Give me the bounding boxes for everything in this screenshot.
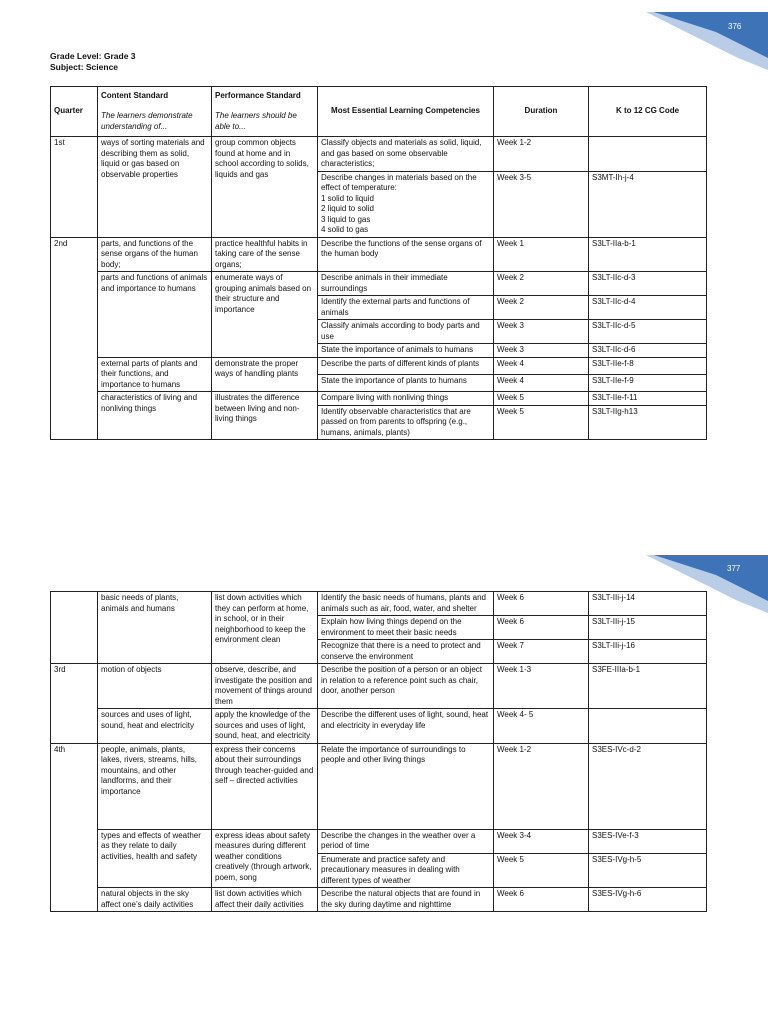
- performance-standard-cell: group common objects found at home and in school according to solids, liquids and gas: [212, 137, 318, 238]
- melc-cell: Enumerate and practice safety and precautionary measures in dealing with different types of weather: [318, 853, 494, 888]
- content-standard-cell: basic needs of plants, animals and humans: [98, 592, 212, 664]
- melc-cell: Identify observable characteristics that are passed on from parents to offspring (e.g., humans, animals, plants): [318, 405, 494, 440]
- code-cell: S3LT-IIa-b-1: [589, 237, 707, 272]
- melc-cell: Describe the natural objects that are found in the sky during daytime and nighttime: [318, 888, 494, 912]
- code-cell: [589, 709, 707, 744]
- performance-standard-cell: express ideas about safety measures during different weather conditions creatively (through artwork, poem, song: [212, 829, 318, 888]
- content-standard-cell: natural objects in the sky affect one’s daily activities: [98, 888, 212, 912]
- code-cell: S3LT-IIc-d-6: [589, 344, 707, 358]
- melc-cell: Describe the different uses of light, sound, heat and electricity in everyday life: [318, 709, 494, 744]
- performance-standard-cell: list down activities which affect their daily activities: [212, 888, 318, 912]
- code-cell: S3LT-IIe-f-11: [589, 392, 707, 406]
- duration-cell: Week 4- 5: [494, 709, 589, 744]
- header-quarter: Quarter: [51, 87, 98, 137]
- melc-cell: Describe the parts of different kinds of plants: [318, 357, 494, 374]
- code-cell: S3LT-IIc-d-4: [589, 296, 707, 320]
- code-cell: [589, 137, 707, 172]
- code-cell: S3LT-IIe-f-8: [589, 357, 707, 374]
- duration-cell: Week 6: [494, 616, 589, 640]
- content-standard-cell: ways of sorting materials and describing them as solid, liquid or gas based on observable properties: [98, 137, 212, 238]
- duration-cell: Week 2: [494, 296, 589, 320]
- melc-cell: Identify the external parts and functions of animals: [318, 296, 494, 320]
- code-cell: S3LT-IIe-f-9: [589, 374, 707, 391]
- code-cell: S3FE-IIIa-b-1: [589, 664, 707, 709]
- duration-cell: Week 1: [494, 237, 589, 272]
- duration-cell: Week 4: [494, 374, 589, 391]
- curriculum-table-page2: [50, 591, 707, 912]
- performance-standard-cell: demonstrate the proper ways of handling plants: [212, 357, 318, 392]
- code-cell: S3LT-IIc-d-3: [589, 272, 707, 296]
- duration-cell: Week 5: [494, 853, 589, 888]
- melc-cell: Relate the importance of surroundings to people and other living things: [318, 743, 494, 829]
- code-cell: S3ES-IVg-h-6: [589, 888, 707, 912]
- quarter-cell: 4th: [51, 743, 98, 912]
- duration-cell: Week 6: [494, 888, 589, 912]
- grade-level: Grade Level: Grade 3: [50, 51, 136, 61]
- quarter-cell: 3rd: [51, 664, 98, 744]
- code-cell: S3ES-IVc-d-2: [589, 743, 707, 829]
- melc-cell: Classify animals according to body parts and use: [318, 320, 494, 344]
- code-cell: S3MT-Ih-j-4: [589, 171, 707, 237]
- melc-cell: Recognize that there is a need to protect and conserve the environment: [318, 640, 494, 664]
- melc-cell: Compare living with nonliving things: [318, 392, 494, 406]
- code-cell: S3LT-IIi-j-14: [589, 592, 707, 616]
- content-standard-cell: motion of objects: [98, 664, 212, 709]
- curriculum-table-page1: [50, 86, 707, 440]
- code-cell: S3LT-IIc-d-5: [589, 320, 707, 344]
- header-melc: Most Essential Learning Competencies: [318, 87, 494, 137]
- header-content-standard: Content Standard The learners demonstrate understanding of...: [98, 87, 212, 137]
- performance-standard-cell: enumerate ways of grouping animals based on their structure and importance: [212, 272, 318, 358]
- page-corner-graphic: [646, 12, 768, 72]
- content-standard-cell: parts, and functions of the sense organs of the human body;: [98, 237, 212, 272]
- content-standard-cell: parts and functions of animals and importance to humans: [98, 272, 212, 358]
- melc-cell: Explain how living things depend on the environment to meet their basic needs: [318, 616, 494, 640]
- performance-standard-cell: illustrates the difference between living and non-living things: [212, 392, 318, 440]
- duration-cell: Week 3-5: [494, 171, 589, 237]
- melc-cell: Classify objects and materials as solid, liquid, and gas based on some observable characteristics;: [318, 137, 494, 172]
- duration-cell: Week 5: [494, 405, 589, 440]
- page-number: 376: [728, 22, 742, 31]
- duration-cell: Week 4: [494, 357, 589, 374]
- header-performance-standard: Performance Standard The learners should be able to...: [212, 87, 318, 137]
- melc-cell: Describe animals in their immediate surroundings: [318, 272, 494, 296]
- duration-cell: Week 2: [494, 272, 589, 296]
- melc-cell: Describe the position of a person or an object in relation to a reference point such as chair, door, another person: [318, 664, 494, 709]
- duration-cell: Week 3: [494, 320, 589, 344]
- duration-cell: Week 1-3: [494, 664, 589, 709]
- content-standard-cell: people, animals, plants, lakes, rivers, streams, hills, mountains, and other landforms, and their importance: [98, 743, 212, 829]
- melc-cell: Describe the functions of the sense organs of the human body: [318, 237, 494, 272]
- subject: Subject: Science: [50, 62, 119, 72]
- quarter-cell: 1st: [51, 137, 98, 238]
- page-number: 377: [727, 564, 741, 573]
- code-cell: S3LT-IIg-h13: [589, 405, 707, 440]
- content-standard-cell: types and effects of weather as they relate to daily activities, health and safety: [98, 829, 212, 888]
- content-standard-cell: characteristics of living and nonliving things: [98, 392, 212, 440]
- quarter-cell: 2nd: [51, 237, 98, 440]
- content-standard-cell: sources and uses of light, sound, heat and electricity: [98, 709, 212, 744]
- duration-cell: Week 3-4: [494, 829, 589, 853]
- melc-cell: State the importance of animals to humans: [318, 344, 494, 358]
- duration-cell: Week 5: [494, 392, 589, 406]
- duration-cell: Week 1-2: [494, 137, 589, 172]
- duration-cell: Week 7: [494, 640, 589, 664]
- header-code: K to 12 CG Code: [589, 87, 707, 137]
- melc-cell: Identify the basic needs of humans, plants and animals such as air, food, water, and shelter: [318, 592, 494, 616]
- content-standard-cell: external parts of plants and their functions, and importance to humans: [98, 357, 212, 392]
- duration-cell: Week 6: [494, 592, 589, 616]
- duration-cell: Week 3: [494, 344, 589, 358]
- performance-standard-cell: observe, describe, and investigate the position and movement of things around them: [212, 664, 318, 709]
- code-cell: S3LT-IIi-j-15: [589, 616, 707, 640]
- melc-cell: Describe the changes in the weather over a period of time: [318, 829, 494, 853]
- code-cell: S3ES-IVe-f-3: [589, 829, 707, 853]
- melc-cell: Describe changes in materials based on the effect of temperature: 1 solid to liquid 2 liquid to solid 3 liquid to gas 4 solid to gas: [318, 171, 494, 237]
- code-cell: S3LT-IIi-j-16: [589, 640, 707, 664]
- performance-standard-cell: express their concerns about their surroundings through teacher-guided and self – directed activities: [212, 743, 318, 829]
- quarter-cell: [51, 592, 98, 664]
- header-duration: Duration: [494, 87, 589, 137]
- duration-cell: Week 1-2: [494, 743, 589, 829]
- performance-standard-cell: list down activities which they can perform at home, in school, or in their neighborhood to keep the environment clean: [212, 592, 318, 664]
- performance-standard-cell: practice healthful habits in taking care of the sense organs;: [212, 237, 318, 272]
- performance-standard-cell: apply the knowledge of the sources and uses of light, sound, heat, and electricity: [212, 709, 318, 744]
- melc-cell: State the importance of plants to humans: [318, 374, 494, 391]
- code-cell: S3ES-IVg-h-5: [589, 853, 707, 888]
